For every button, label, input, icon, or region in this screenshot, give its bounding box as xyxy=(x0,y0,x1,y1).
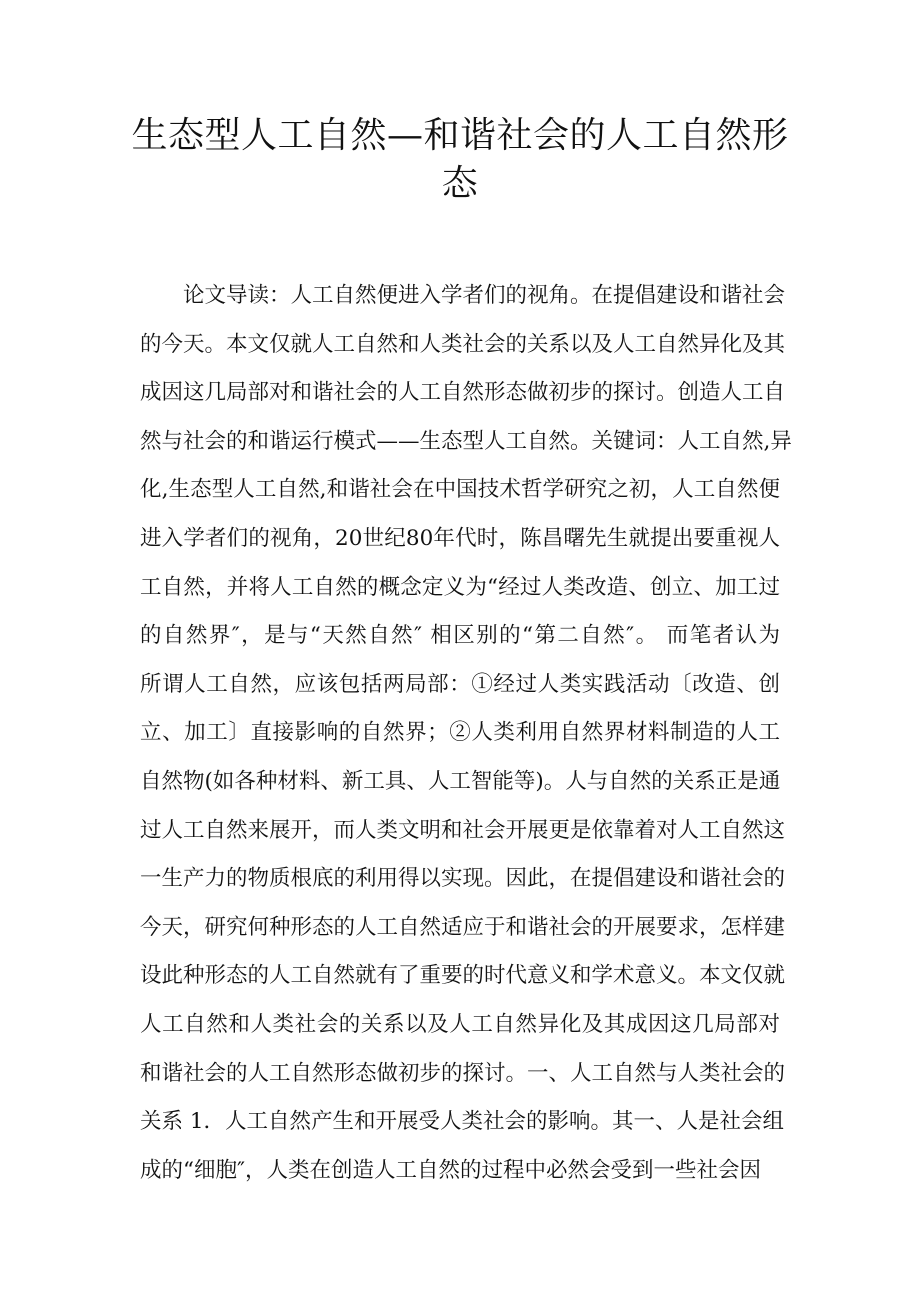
paragraph-line: 然与社会的和谐运行模式——生态型人工自然。关键词：人工自然,异 xyxy=(140,428,792,454)
body-paragraph xyxy=(140,272,792,1195)
paragraph-line: 今天，研究何种形态的人工自然适应于和谐社会的开展要求，怎样建 xyxy=(140,914,786,940)
paragraph-line: 和谐社会的人工自然形态做初步的探讨。一、人工自然与人类社会的 xyxy=(140,1060,786,1086)
paragraph-line: 过人工自然来展开，而人类文明和社会开展更是依靠着对人工自然这 xyxy=(140,817,786,843)
title-line-2: 态 xyxy=(441,163,479,204)
paragraph-line: 设此种形态的人工自然就有了重要的时代意义和学术意义。本文仅就 xyxy=(140,963,786,989)
paragraph-line: 进入学者们的视角，20世纪80年代时，陈昌曙先生就提出要重视人 xyxy=(140,525,780,551)
paragraph-line: 工自然，并将人工自然的概念定义为“经过人类改造、创立、加工过 xyxy=(140,574,780,600)
document-title xyxy=(120,112,800,208)
paragraph-line: 一生产力的物质根底的利用得以实现。因此，在提倡建设和谐社会的 xyxy=(140,866,786,892)
paragraph-line: 化,生态型人工自然,和谐社会在中国技术哲学研究之初，人工自然便 xyxy=(140,477,780,503)
title-line-1: 生态型人工自然—和谐社会的人工自然形 xyxy=(131,115,789,156)
paragraph-line: 成的“细胞″，人类在创造人工自然的过程中必然会受到一些社会因 xyxy=(140,1157,762,1183)
paragraph-line: 所谓人工自然，应该包括两局部：①经过人类实践活动〔改造、创 xyxy=(140,671,780,697)
paragraph-line: 人工自然和人类社会的关系以及人工自然异化及其成因这几局部对 xyxy=(140,1011,780,1037)
paragraph-line: 自然物(如各种材料、新工具、人工智能等)。人与自然的关系正是通 xyxy=(140,768,781,794)
paragraph-line: 的今天。本文仅就人工自然和人类社会的关系以及人工自然异化及其 xyxy=(140,331,786,357)
paragraph-line: 关系 1．人工自然产生和开展受人类社会的影响。其一、人是社会组 xyxy=(140,1109,785,1135)
paragraph-line: 的自然界″，是与“天然自然″ 相区别的“第二自然″。 而笔者认为 xyxy=(140,623,780,649)
paragraph-line: 立、加工〕直接影响的自然界；②人类利用自然界材料制造的人工 xyxy=(140,720,780,746)
paragraph-line: 成因这几局部对和谐社会的人工自然形态做初步的探讨。创造人工自 xyxy=(140,380,786,406)
paragraph-line: 论文导读：人工自然便进入学者们的视角。在提倡建设和谐社会 xyxy=(183,283,786,308)
